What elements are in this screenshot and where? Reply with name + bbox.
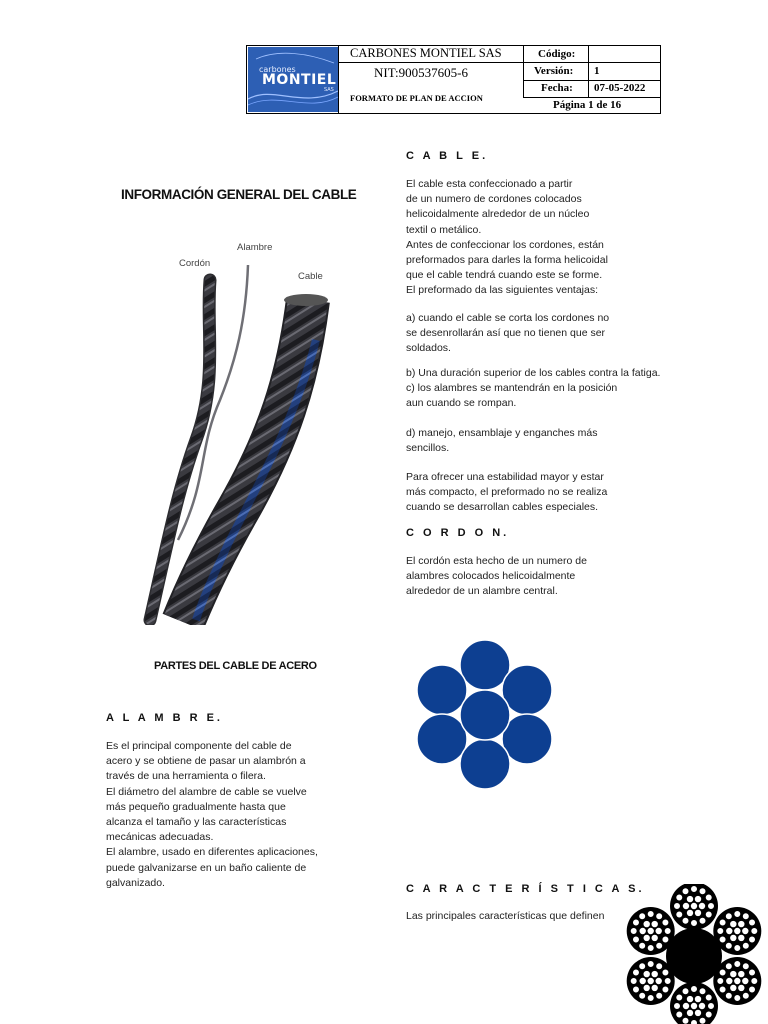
company-logo xyxy=(248,47,338,112)
rope-wire xyxy=(698,902,705,909)
rope-wire xyxy=(734,911,741,918)
rope-wire xyxy=(682,902,689,909)
rope-wire xyxy=(662,919,669,926)
rope-wire xyxy=(664,978,671,985)
rope-wire xyxy=(656,992,663,999)
rope-wire xyxy=(686,1009,693,1016)
logo-text-small: carbones xyxy=(259,65,296,74)
rope-wire xyxy=(705,1011,712,1018)
rope-wire xyxy=(633,919,640,926)
rope-wire xyxy=(730,970,737,977)
rope-wire xyxy=(726,977,733,984)
version-value: 1 xyxy=(594,65,600,77)
rope-wire xyxy=(694,1009,701,1016)
table-divider xyxy=(338,62,661,63)
rope-wire xyxy=(647,961,654,968)
rope-wire xyxy=(651,934,658,941)
rope-wire xyxy=(682,1017,689,1024)
ventaja-d-text: d) manejo, ensamblaje y enganches más sencillos. xyxy=(406,427,598,455)
rope-wire xyxy=(725,913,732,920)
rope-wire xyxy=(633,969,640,976)
rope-wire xyxy=(734,977,741,984)
cable-heading: C A B L E. xyxy=(406,150,489,162)
rope-wire xyxy=(717,928,724,935)
rope-wire xyxy=(643,984,650,991)
strand-wire xyxy=(417,714,467,764)
photo-label-cordon: Cordón xyxy=(179,258,211,269)
alambre-heading: A L A M B R E. xyxy=(106,712,223,724)
rope-wire xyxy=(655,977,662,984)
rope-wire xyxy=(738,934,745,941)
ventaja-a-text: a) cuando el cable se corta los cordones no se desenrollarán así que no tienen que ser soldados. xyxy=(406,312,610,355)
company-nit: NIT:900537605-6 xyxy=(374,65,468,80)
rope-wire xyxy=(708,903,715,910)
rope-wire xyxy=(708,1003,715,1010)
rope-wire xyxy=(647,911,654,918)
rope-wire xyxy=(738,984,745,991)
rope-wire xyxy=(719,919,726,926)
rope-wire xyxy=(749,919,756,926)
rope-wire xyxy=(730,984,737,991)
table-divider xyxy=(588,45,589,97)
cable-intro-text: El cable esta confeccionado a partir de un numero de cordones colocados helicoidalmente alrededor de un núcleo textil o metálico. Antes de confeccionar los cordones, están preformados para darles la forma helicoidal que el cable tendrá cuando este se forme. El preformado da las siguientes ventajas: xyxy=(406,178,608,297)
ventaja-b-c-text: b) Una duración superior de los cables contra la fatiga. c) los alambres se mantendrán en la posición aun cuando se rompan. xyxy=(406,367,661,410)
wire-rope-cross-section xyxy=(620,884,768,1024)
codigo-label: Código: xyxy=(538,48,576,60)
rope-wire xyxy=(749,936,756,943)
rope-wire xyxy=(691,920,698,927)
caracteristicas-heading: C A R A C T E R Í S T I C A S. xyxy=(406,883,645,895)
steel-cable-parts-title: PARTES DEL CABLE DE ACERO xyxy=(154,660,317,672)
table-divider xyxy=(338,45,339,114)
rope-wire xyxy=(662,969,669,976)
fecha-value: 07-05-2022 xyxy=(594,82,646,94)
rope-wire xyxy=(682,917,689,924)
table-divider xyxy=(523,80,661,81)
rope-wire xyxy=(734,961,741,968)
rope-strand xyxy=(627,957,675,1005)
rope-wire xyxy=(682,1002,689,1009)
rope-wire xyxy=(725,963,732,970)
rope-wire xyxy=(639,963,646,970)
rope-wire xyxy=(639,942,646,949)
rope-wire xyxy=(633,936,640,943)
rope-wire xyxy=(639,913,646,920)
rope-wire xyxy=(699,888,706,895)
cable-photo xyxy=(138,240,338,625)
company-name: CARBONES MONTIEL SAS xyxy=(350,46,502,60)
table-divider xyxy=(523,45,524,97)
cordon-heading: C O R D O N. xyxy=(406,527,510,539)
rope-wire xyxy=(749,986,756,993)
rope-wire xyxy=(676,911,683,918)
rope-wire xyxy=(742,963,749,970)
caracteristicas-text: Las principales características que definen xyxy=(406,910,605,922)
rope-wire xyxy=(690,1002,697,1009)
table-divider xyxy=(523,97,661,98)
logo-text-main: MONTIEL xyxy=(262,72,337,88)
photo-label-cable: Cable xyxy=(298,271,323,282)
rope-wire xyxy=(630,928,637,935)
rope-wire xyxy=(694,995,701,1002)
rope-wire xyxy=(725,992,732,999)
logo-text-sas: SAS xyxy=(324,87,334,93)
rope-wire xyxy=(734,945,741,952)
strand-wire xyxy=(417,665,467,715)
rope-wire xyxy=(639,927,646,934)
rope-wire xyxy=(656,963,663,970)
rope-wire xyxy=(742,913,749,920)
rope-wire xyxy=(662,986,669,993)
rope-wire xyxy=(738,920,745,927)
rope-wire xyxy=(738,970,745,977)
rope-wire xyxy=(726,927,733,934)
rope-wire xyxy=(699,917,706,924)
rope-wire xyxy=(734,995,741,1002)
rope-strand xyxy=(627,907,675,955)
alambre-description: Es el principal componente del cable de acero y se obtiene de pasar un alambrón a través de una herramienta o filera. El diámetro del alambre de cable se vuelve más pequeño gradualmente hasta que alcanza el tamaño y las características mecánicas adecuadas. El alambre, usado en diferentes aplicaciones, puede galvanizarse en un baño caliente de galvanizado. xyxy=(106,740,318,889)
rope-wire xyxy=(705,994,712,1001)
general-info-title: INFORMACIÓN GENERAL DEL CABLE xyxy=(121,187,357,202)
rope-wire xyxy=(633,986,640,993)
rope-wire xyxy=(682,888,689,895)
rope-wire xyxy=(694,909,701,916)
rope-wire xyxy=(730,934,737,941)
rope-wire xyxy=(656,913,663,920)
rope-wire xyxy=(719,936,726,943)
rope-wire xyxy=(662,936,669,943)
rope-wire xyxy=(686,895,693,902)
rope-wire xyxy=(691,1020,698,1024)
rope-wire xyxy=(730,920,737,927)
rope-wire xyxy=(686,909,693,916)
rope-wire xyxy=(651,920,658,927)
rope-wire xyxy=(734,927,741,934)
rope-wire xyxy=(699,1017,706,1024)
rope-wire xyxy=(694,895,701,902)
rope-wire xyxy=(676,894,683,901)
rope-wire xyxy=(643,920,650,927)
rope-wire xyxy=(751,928,758,935)
rope-wire xyxy=(630,978,637,985)
rope-wire xyxy=(656,942,663,949)
rope-wire xyxy=(639,992,646,999)
rope-wire xyxy=(651,984,658,991)
rope-wire xyxy=(651,970,658,977)
rope-wire xyxy=(742,977,749,984)
rope-wire xyxy=(686,995,693,1002)
rope-wire xyxy=(674,903,681,910)
rope-wire xyxy=(647,945,654,952)
rope-wire xyxy=(725,942,732,949)
rope-wire xyxy=(690,902,697,909)
cordon-description: El cordón esta hecho de un numero de alambres colocados helicoidalmente alrededor de un alambre central. xyxy=(406,555,587,598)
photo-label-alambre: Alambre xyxy=(237,242,273,253)
rope-wire xyxy=(719,969,726,976)
rope-wire xyxy=(751,978,758,985)
rope-wire xyxy=(674,1003,681,1010)
rope-wire xyxy=(691,886,698,893)
rope-wire xyxy=(676,1011,683,1018)
strand-wire-center xyxy=(460,690,510,740)
rope-wire xyxy=(643,970,650,977)
rope-wire xyxy=(705,911,712,918)
seven-wire-strand-diagram xyxy=(416,640,552,790)
rope-wire xyxy=(647,995,654,1002)
rope-wire xyxy=(664,928,671,935)
rope-strand xyxy=(670,982,718,1024)
rope-wire xyxy=(749,969,756,976)
rope-wire xyxy=(742,942,749,949)
estabilidad-text: Para ofrecer una estabilidad mayor y estar más compacto, el preformado no se realiza cuando se desarrollan cables especiales. xyxy=(406,471,608,514)
strand-wire xyxy=(460,739,510,789)
rope-wire xyxy=(699,988,706,995)
rope-wire xyxy=(639,977,646,984)
rope-wire xyxy=(719,986,726,993)
rope-wire xyxy=(698,1002,705,1009)
rope-strand xyxy=(713,907,761,955)
rope-wire xyxy=(691,986,698,993)
rope-strand xyxy=(713,957,761,1005)
rope-wire xyxy=(705,894,712,901)
rope-wire xyxy=(742,927,749,934)
rope-wire xyxy=(643,934,650,941)
rope-wire xyxy=(682,988,689,995)
version-label: Versión: xyxy=(534,65,574,77)
fecha-label: Fecha: xyxy=(541,82,573,94)
rope-wire xyxy=(655,927,662,934)
rope-wire xyxy=(717,978,724,985)
rope-wire xyxy=(742,992,749,999)
rope-strand xyxy=(670,884,718,930)
page-counter: Página 1 de 16 xyxy=(553,99,622,111)
rope-wire xyxy=(647,927,654,934)
rope-wire xyxy=(647,977,654,984)
rope-wire xyxy=(676,994,683,1001)
document-title: FORMATO DE PLAN DE ACCION xyxy=(350,93,483,103)
